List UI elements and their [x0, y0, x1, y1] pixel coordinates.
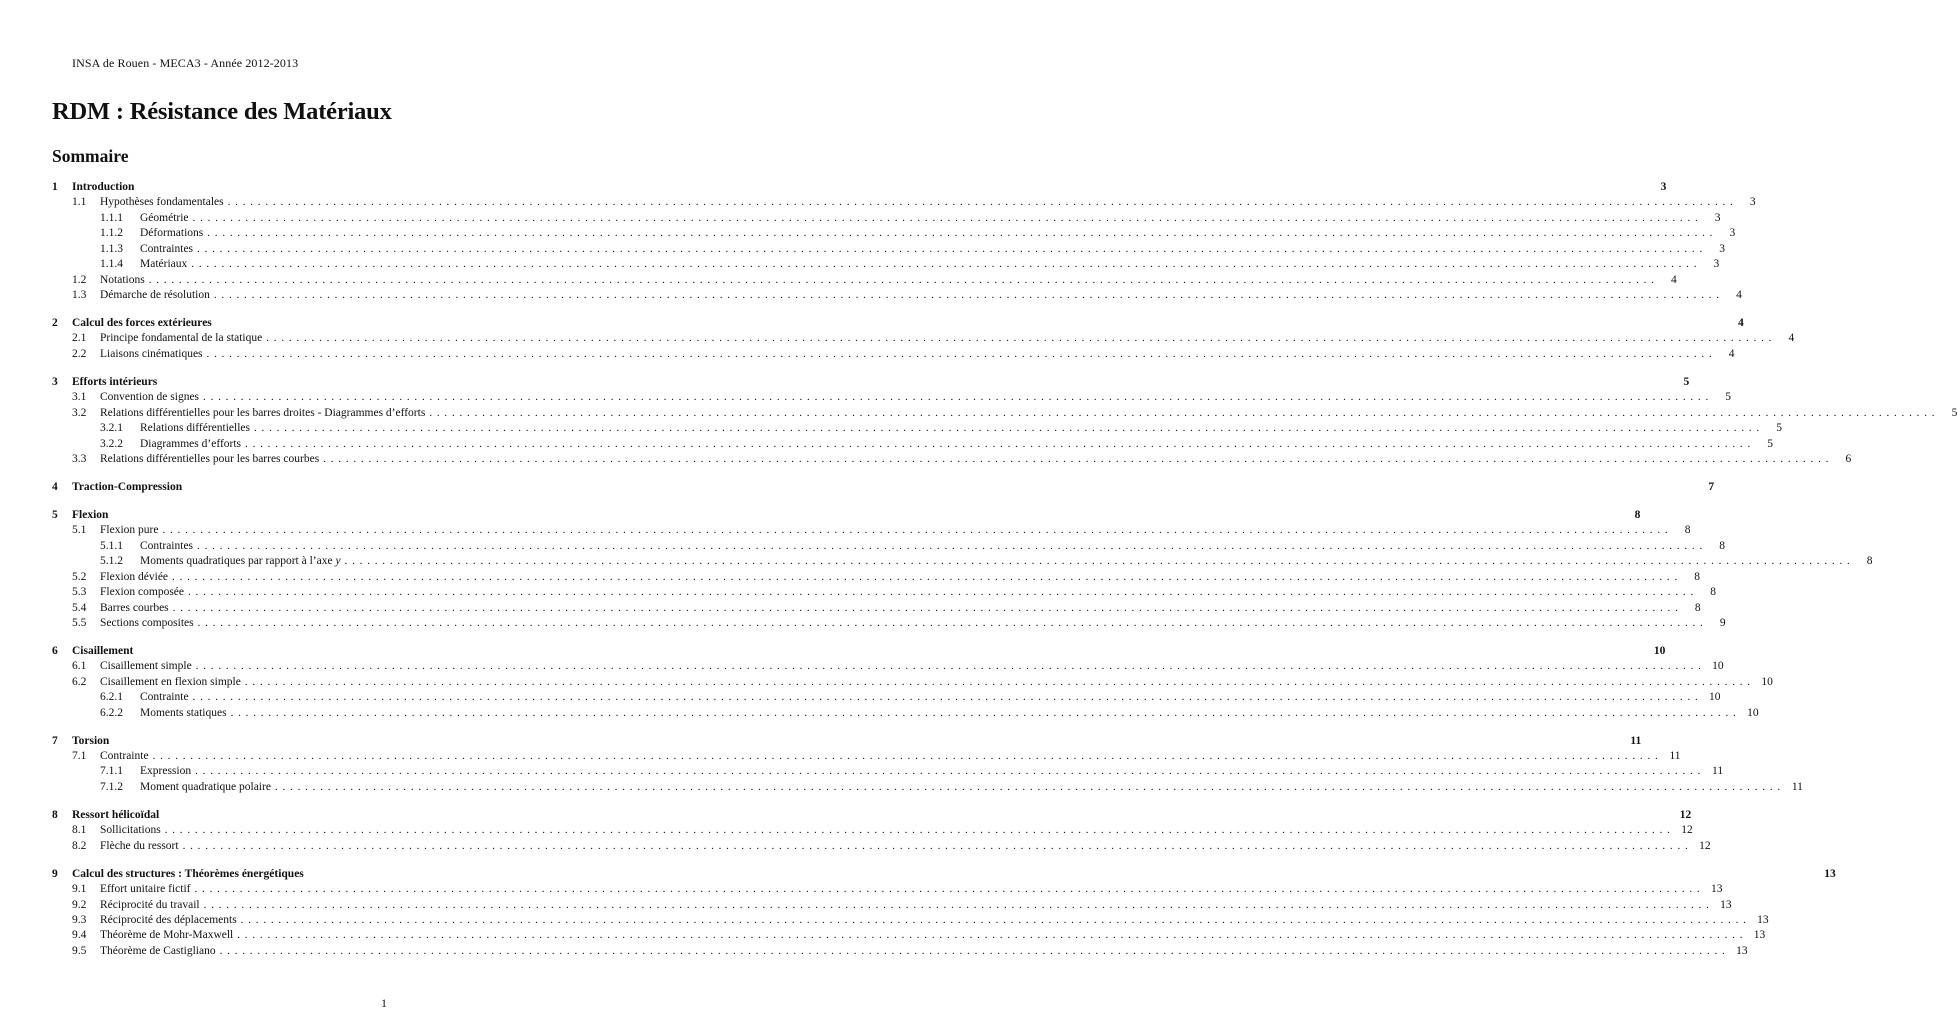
toc-entry-page: 3 — [1713, 258, 1720, 271]
toc-entry[interactable] — [52, 195, 1756, 210]
dot-leader: ........................................................................................................................................................................................................ — [182, 839, 1693, 852]
toc-entry[interactable] — [52, 898, 1732, 913]
toc-entry-page: 3 — [1729, 227, 1736, 240]
toc-entry-page: 8 — [1866, 555, 1873, 568]
toc-entry-title: Sollicitations — [100, 824, 161, 837]
toc-entry-page: 11 — [1712, 765, 1724, 778]
dot-leader: ........................................................................................................................................................................................................ — [323, 453, 1834, 465]
toc-entry-page: 8 — [1694, 601, 1701, 614]
toc-entry[interactable] — [52, 823, 1693, 838]
toc-entry[interactable] — [52, 913, 1769, 928]
toc-entry-title: Relations différentielles pour les barres courbes — [100, 453, 320, 465]
toc-entry-page: 12 — [1681, 824, 1693, 837]
dot-leader: ........................................................................................................................................................................................................ — [274, 780, 1785, 793]
toc-entry-number: 5 — [52, 508, 58, 521]
toc-entry-number: 3.1 — [72, 391, 87, 404]
toc-entry-title: Traction-Compression — [72, 480, 183, 493]
toc-entry-page: 5 — [1951, 406, 1957, 419]
toc-entry-title: Notations — [100, 273, 145, 286]
toc-entry-title: Efforts intérieurs — [72, 375, 158, 388]
toc-entry-title: Effort unitaire fictif — [100, 883, 191, 896]
toc-entry[interactable] — [52, 539, 1726, 554]
toc-entry[interactable] — [52, 452, 1852, 467]
toc-entry-title: Flexion pure — [100, 524, 159, 537]
dot-leader: ........................................................................................................................................................................................................ — [148, 273, 1659, 286]
toc-entry[interactable] — [52, 211, 1721, 226]
toc-entry[interactable] — [52, 523, 1691, 538]
toc-entry-number: 9.3 — [72, 913, 87, 926]
toc-entry-page: 6 — [1845, 453, 1852, 465]
toc-entry-number: 1.1 — [72, 196, 87, 209]
toc-entry-number: 9.5 — [72, 944, 87, 957]
toc-entry-page: 5 — [1767, 437, 1774, 450]
toc-section-entry[interactable] — [52, 867, 1836, 882]
toc-entry-page: 11 — [1791, 780, 1803, 793]
toc-entry-page: 4 — [1738, 317, 1744, 329]
toc-entry[interactable] — [52, 928, 1766, 943]
toc-entry-number: 7.1 — [72, 750, 87, 762]
toc-entry-page: 9 — [1719, 616, 1726, 629]
toc-entry[interactable] — [52, 273, 1677, 288]
toc-entry-title: Flexion déviée — [100, 570, 169, 583]
dot-leader: ........................................................................................................................................................................................................ — [244, 675, 1755, 688]
dot-leader: ........................................................................................................................................................................................................ — [172, 601, 1683, 614]
toc-entry[interactable] — [52, 554, 1873, 569]
dot-leader: ........................................................................................................................................................................................................ — [191, 258, 1702, 271]
toc-entry[interactable] — [52, 749, 1681, 764]
toc-entry-title: Contraintes — [140, 242, 194, 255]
toc-entry-page: 8 — [1719, 539, 1726, 552]
toc-entry-number: 1.1.2 — [100, 227, 123, 240]
toc-entry-page: 11 — [1669, 750, 1681, 762]
toc-entry-number: 5.2 — [72, 570, 87, 583]
toc-entry-number: 2.1 — [72, 332, 87, 345]
toc-entry-title: Moments statiques — [140, 706, 227, 719]
dot-leader: ........................................................................................................................................................................................................ — [237, 929, 1748, 942]
toc-entry-number: 8 — [52, 808, 58, 821]
toc-entry-number: 3 — [52, 375, 58, 388]
dot-leader: ........................................................................................................................................................................................................ — [245, 437, 1756, 450]
toc-entry-page: 13 — [1720, 898, 1732, 911]
toc-entry-title: Torsion — [72, 734, 110, 747]
toc-entry-page: 13 — [1736, 944, 1748, 957]
dot-leader: ........................................................................................................................................................................................................ — [162, 524, 1673, 537]
toc-entry-title: Matériaux — [140, 258, 188, 271]
toc-entry-number: 1.1.1 — [100, 211, 123, 224]
toc-entry[interactable] — [52, 839, 1711, 854]
toc-entry-page: 3 — [1660, 181, 1667, 193]
toc-entry-title: Ressort hélicoïdal — [72, 808, 160, 821]
toc-entry-number: 9.1 — [72, 883, 87, 896]
toc-entry-page: 10 — [1761, 675, 1773, 688]
toc-section-entry[interactable] — [52, 644, 1666, 659]
dot-leader: ........................................................................................................................................................................................................ — [227, 196, 1738, 209]
toc-entry-title: Réciprocité du travail — [100, 898, 200, 911]
toc-entry-title: Introduction — [72, 181, 135, 193]
toc-entry[interactable] — [52, 288, 1742, 303]
toc-entry-title: Liaisons cinématiques — [100, 347, 203, 360]
toc-entry-page: 10 — [1653, 644, 1666, 657]
toc-entry-title: Expression — [140, 765, 192, 778]
dot-leader: ........................................................................................................................................................................................................ — [172, 570, 1683, 583]
toc-entry-title: Barres courbes — [100, 601, 169, 614]
dot-leader: ........................................................................................................................................................................................................ — [197, 242, 1708, 255]
toc-entry-page: 3 — [1719, 242, 1726, 255]
toc-section-entry[interactable] — [52, 316, 1744, 331]
toc-entry-number: 7.1.1 — [100, 765, 123, 778]
toc-entry-number: 6.2.1 — [100, 691, 123, 704]
toc-entry-number: 7 — [52, 734, 58, 747]
toc-entry-number: 2 — [52, 317, 58, 329]
toc-entry-title: Déformations — [140, 227, 204, 240]
toc-entry-number: 9.2 — [72, 898, 87, 911]
toc-entry[interactable] — [52, 690, 1721, 705]
dot-leader: ........................................................................................................................................................................................................ — [213, 289, 1724, 302]
toc-entry-title: Théorème de Castigliano — [100, 944, 216, 957]
toc-entry[interactable] — [52, 675, 1773, 690]
toc-entry-page: 13 — [1753, 929, 1766, 942]
toc-entry-page: 5 — [1725, 391, 1732, 404]
dot-leader: ........................................................................................................................................................................................................ — [188, 586, 1698, 599]
toc-entry[interactable] — [52, 659, 1724, 674]
dot-leader: ........................................................................................................................................................................................................ — [219, 944, 1730, 957]
dot-leader: ........................................................................................................................................................................................................ — [152, 750, 1663, 762]
toc-section-entry[interactable] — [52, 480, 1715, 495]
running-header: INSA de Rouen - MECA3 - Année 2012-2013 — [72, 56, 299, 70]
dot-leader: ........................................................................................................................................................................................................ — [197, 616, 1708, 629]
toc-entry[interactable] — [52, 570, 1701, 585]
toc-entry-page: 13 — [1824, 867, 1836, 880]
toc-entry-page: 8 — [1634, 508, 1641, 521]
table-of-contents — [52, 180, 1957, 959]
toc-entry-page: 7 — [1708, 480, 1715, 493]
toc-entry-title: Relations différentielles pour les barres droites - Diagrammes d’efforts — [100, 406, 426, 419]
toc-entry-title: Cisaillement simple — [100, 660, 192, 673]
dot-leader: ........................................................................................................................................................................................................ — [203, 391, 1714, 404]
toc-entry-page: 4 — [1736, 289, 1742, 302]
toc-section-entry[interactable] — [52, 508, 1641, 523]
toc-entry-page: 10 — [1747, 706, 1759, 719]
toc-entry-title: Contraintes — [140, 539, 194, 552]
toc-entry-number: 3.2.1 — [100, 422, 123, 435]
dot-leader: ........................................................................................................................................................................................................ — [207, 227, 1718, 240]
toc-entry-title: Hypothèses fondamentales — [100, 196, 224, 209]
toc-entry-page: 8 — [1694, 570, 1701, 583]
toc-entry-number: 1.2 — [72, 273, 87, 286]
toc-entry-page: 10 — [1712, 660, 1724, 673]
toc-entry[interactable] — [52, 257, 1720, 272]
toc-entry-page: 13 — [1710, 883, 1723, 896]
toc-entry-title: Convention de signes — [100, 391, 200, 404]
dot-leader: ........................................................................................................................................................................................................ — [240, 913, 1751, 926]
dot-leader: ........................................................................................................................................................................................................ — [192, 691, 1703, 704]
toc-entry-page: 4 — [1788, 332, 1795, 345]
page-number: 1 — [381, 996, 387, 1010]
dot-leader: ........................................................................................................................................................................................................ — [192, 211, 1703, 224]
toc-entry[interactable] — [52, 706, 1759, 721]
toc-entry-title: Relations différentielles — [140, 422, 250, 435]
toc-entry-title: Calcul des structures : Théorèmes énergétiques — [72, 867, 304, 880]
toc-entry-title: Flexion composée — [100, 586, 184, 599]
toc-entry-number: 2.2 — [72, 347, 87, 360]
dot-leader: ........................................................................................................................................................................................................ — [197, 539, 1708, 552]
toc-entry-title: Contrainte — [140, 691, 189, 704]
toc-entry-title: Flexion — [72, 508, 109, 521]
toc-entry-number: 6.2 — [72, 675, 87, 688]
toc-entry-number: 6 — [52, 644, 58, 657]
toc-entry-number: 1.1.4 — [100, 258, 123, 271]
toc-entry-number: 5.4 — [72, 601, 87, 614]
toc-entry-page: 8 — [1684, 524, 1691, 537]
toc-entry-number: 6.2.2 — [100, 706, 123, 719]
toc-entry-page: 13 — [1757, 913, 1769, 926]
toc-entry[interactable] — [52, 882, 1723, 897]
toc-entry-title: Géométrie — [140, 211, 189, 224]
toc-heading: Sommaire — [52, 146, 129, 166]
toc-section-entry[interactable] — [52, 734, 1642, 749]
document-title: RDM : Résistance des Matériaux — [52, 98, 392, 125]
dot-leader: ........................................................................................................................................................................................................ — [194, 883, 1705, 896]
toc-entry[interactable] — [52, 437, 1774, 452]
toc-entry-title: Diagrammes d’efforts — [140, 437, 242, 450]
toc-entry-title: Contrainte — [100, 750, 149, 762]
toc-entry-number: 5.1.2 — [100, 555, 123, 568]
toc-entry[interactable] — [52, 585, 1716, 600]
toc-entry-page: 5 — [1776, 422, 1782, 435]
toc-entry-title: Flèche du ressort — [100, 839, 179, 852]
toc-entry[interactable] — [52, 390, 1732, 405]
toc-entry-number: 3.2.2 — [100, 437, 123, 450]
toc-section-entry[interactable] — [52, 808, 1692, 823]
toc-entry-math-variable: y — [335, 555, 341, 568]
toc-section-entry[interactable] — [52, 180, 1667, 195]
toc-entry-page: 8 — [1710, 586, 1716, 599]
toc-entry-number: 9 — [52, 867, 58, 880]
toc-entry-title: Réciprocité des déplacements — [100, 913, 237, 926]
dot-leader: ........................................................................................................................................................................................................ — [195, 660, 1706, 673]
toc-entry[interactable] — [52, 242, 1726, 257]
dot-leader: ........................................................................................................................................................................................................ — [253, 422, 1764, 435]
toc-entry[interactable] — [52, 601, 1701, 616]
toc-entry-number: 5.3 — [72, 586, 87, 599]
dot-leader: ........................................................................................................................................................................................................ — [203, 898, 1714, 911]
toc-entry-page: 4 — [1728, 347, 1735, 360]
toc-entry-number: 5.1 — [72, 524, 87, 537]
toc-entry-title: Théorème de Mohr-Maxwell — [100, 929, 234, 942]
toc-entry-title: Cisaillement en flexion simple — [100, 675, 241, 688]
toc-entry[interactable] — [52, 616, 1726, 631]
toc-entry[interactable] — [52, 764, 1724, 779]
dot-leader: ........................................................................................................................................................................................................ — [206, 347, 1717, 360]
toc-entry-page: 3 — [1714, 211, 1721, 224]
toc-entry-title: Moments quadratiques par rapport à l’axe y — [140, 555, 341, 568]
toc-entry-page: 10 — [1709, 691, 1721, 704]
toc-entry-number: 1 — [52, 181, 58, 193]
toc-entry-title: Cisaillement — [72, 644, 134, 657]
toc-entry-number: 1.3 — [72, 289, 87, 302]
toc-entry[interactable] — [52, 421, 1782, 436]
toc-entry-title: Démarche de résolution — [100, 289, 210, 302]
toc-entry-number: 7.1.2 — [100, 780, 123, 793]
toc-entry[interactable] — [52, 944, 1748, 959]
toc-entry-number: 5.1.1 — [100, 539, 123, 552]
toc-section-entry[interactable] — [52, 375, 1690, 390]
dot-leader: ........................................................................................................................................................................................................ — [266, 332, 1777, 345]
toc-entry[interactable] — [52, 331, 1795, 346]
dot-leader: ........................................................................................................................................................................................................ — [230, 706, 1741, 719]
toc-entry-number: 9.4 — [72, 929, 87, 942]
toc-entry-page: 5 — [1683, 375, 1690, 388]
toc-entry-number: 3.3 — [72, 453, 87, 465]
dot-leader: ........................................................................................................................................................................................................ — [195, 765, 1706, 778]
toc-entry-page: 12 — [1679, 808, 1692, 821]
toc-entry-number: 8.1 — [72, 824, 87, 837]
toc-entry-page: 12 — [1699, 839, 1711, 852]
toc-entry-page: 3 — [1749, 196, 1756, 209]
toc-entry-title: Calcul des forces extérieures — [72, 317, 212, 329]
toc-entry-number: 5.5 — [72, 616, 87, 629]
toc-entry-page: 4 — [1670, 273, 1677, 286]
toc-entry[interactable] — [52, 406, 1957, 421]
toc-entry-number: 4 — [52, 480, 58, 493]
dot-leader: ........................................................................................................................................................................................................ — [164, 824, 1675, 837]
toc-entry-number: 6.1 — [72, 660, 87, 673]
toc-entry[interactable] — [52, 347, 1735, 362]
toc-entry-title: Principe fondamental de la statique — [100, 332, 263, 345]
toc-entry[interactable] — [52, 780, 1803, 795]
toc-entry-title: Moment quadratique polaire — [140, 780, 271, 793]
toc-entry[interactable] — [52, 226, 1736, 241]
toc-entry-number: 1.1.3 — [100, 242, 123, 255]
toc-entry-number: 8.2 — [72, 839, 87, 852]
dot-leader: ........................................................................................................................................................................................................ — [429, 406, 1940, 419]
toc-entry-page: 11 — [1630, 734, 1642, 747]
toc-entry-title: Sections composites — [100, 616, 194, 629]
dot-leader: ........................................................................................................................................................................................................ — [344, 555, 1855, 568]
toc-entry-number: 3.2 — [72, 406, 87, 419]
